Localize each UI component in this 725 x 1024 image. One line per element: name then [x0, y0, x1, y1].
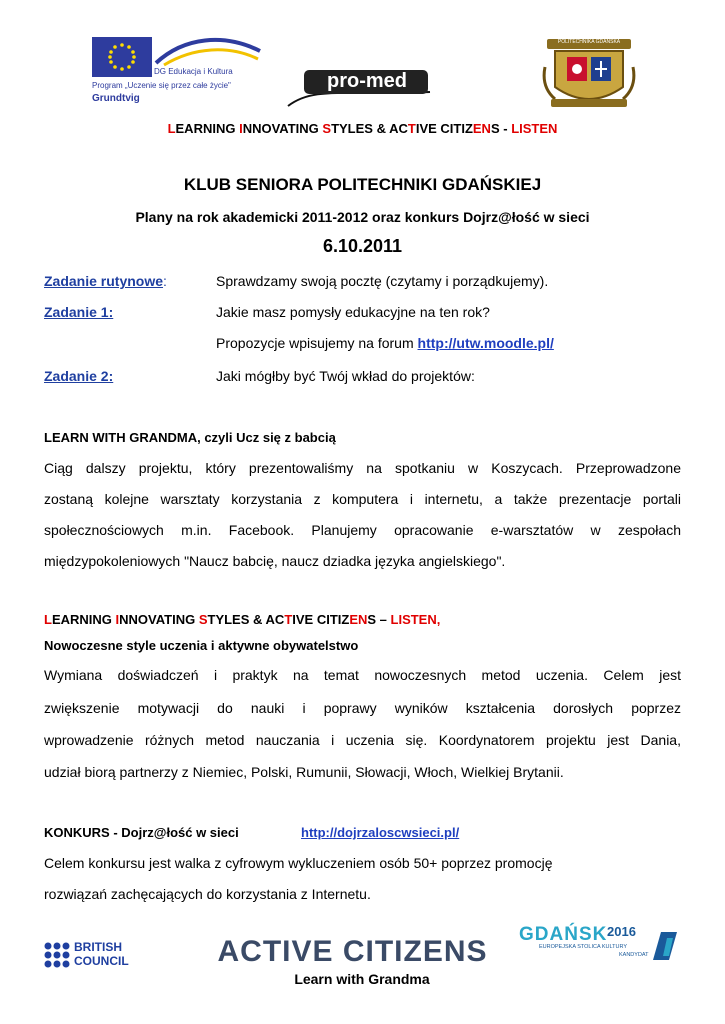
british-council-line2: COUNCIL	[74, 954, 129, 968]
task-1-text: Jakie masz pomysły edukacyjne na ten rok?	[216, 304, 490, 320]
grandma-line-3: społecznościowych m.in. Facebook. Planujemy opracowanie e-warsztatów w zespołach	[44, 522, 681, 538]
listen-heading-part: S –	[367, 612, 391, 627]
crest-text: POLITECHNIKA GDAŃSKA	[557, 39, 621, 45]
task-1-forum-text: Propozycje wpisujemy na forum	[216, 335, 418, 351]
learn-with-grandma-caption: Learn with Grandma	[294, 971, 430, 987]
listen-line-1: Wymiana doświadczeń i praktyk na temat nowoczesnych metod uczenia. Celem jest	[44, 667, 681, 683]
page-title: KLUB SENIORA POLITECHNIKI GDAŃSKIEJ	[183, 175, 542, 194]
banner-part: LISTEN	[511, 121, 558, 136]
banner-part: NNOVATING	[242, 121, 323, 136]
listen-line-4: udział biorą partnerzy z Niemiec, Polski, Rumunii, Słowacji, Włoch, Wielkiej Brytanii.	[44, 764, 564, 780]
listen-heading-part: EARNING	[51, 612, 116, 627]
british-council-line1: BRITISH	[74, 940, 122, 954]
banner-part: EN	[472, 121, 491, 136]
eu-flag-icon	[92, 37, 152, 77]
eu-grundtvig-logo	[92, 37, 262, 113]
project-banner	[0, 121, 725, 136]
banner-part: L	[167, 121, 176, 136]
konkurs-heading: KONKURS - Dojrz@łość w sieci	[44, 825, 239, 840]
grandma-line-2: zostaną kolejne warsztaty korzystania z komputera i internetu, a także prezentacje portali	[44, 491, 681, 507]
listen-heading-part: T	[284, 612, 293, 627]
banner-part: EARNING	[175, 121, 240, 136]
british-council-dots-icon	[44, 942, 70, 968]
task-1-label: Zadanie 1:	[44, 304, 114, 320]
listen-heading-part: LISTEN,	[390, 612, 441, 627]
listen-heading-part: S	[198, 612, 208, 627]
banner-part: S	[322, 121, 332, 136]
konkurs-line-2: rozwiązań zachęcających do korzystania z Internetu.	[44, 886, 371, 902]
forum-link[interactable]: http://utw.moodle.pl/	[417, 335, 554, 351]
listen-heading-part: EN	[349, 612, 368, 627]
page-date: 6.10.2011	[322, 236, 403, 256]
grandma-line-4: międzypokoleniowych "Naucz babcię, naucz dziadka języka angielskiego".	[44, 553, 506, 569]
gdansk-emblem-icon	[649, 926, 681, 964]
eu-logo-line3: Grundtvig	[92, 93, 140, 104]
listen-line-2: zwiększenie motywacji do nauki i poprawy wyników kształcenia dorosłych poprzez	[44, 700, 681, 716]
crest-icon	[541, 37, 637, 111]
banner-part: I	[239, 121, 243, 136]
british-council-logo	[44, 940, 144, 972]
task-1-forum-row	[216, 335, 554, 353]
promed-text: pro-med	[327, 70, 407, 92]
task-2-label: Zadanie 2:	[44, 368, 114, 384]
banner-part: TYLES & AC	[331, 121, 408, 136]
gdansk-2016-logo	[519, 922, 683, 970]
university-crest	[541, 37, 637, 111]
task-2-text: Jaki mógłby być Twój wkład do projektów:	[216, 368, 475, 384]
listen-heading-part: IVE CITIZ	[292, 612, 350, 627]
swoosh-icon	[154, 37, 262, 67]
listen-heading-part: I	[115, 612, 120, 627]
page-subtitle: Plany na rok akademicki 2011-2012 oraz konkurs Dojrz@łość w sieci	[135, 209, 590, 225]
grandma-heading: LEARN WITH GRANDMA, czyli Ucz się z babcią	[44, 430, 336, 445]
listen-heading-part: NNOVATING	[119, 612, 199, 627]
listen-subheading: Nowoczesne style uczenia i aktywne obywatelstwo	[44, 638, 359, 653]
eu-logo-line1: DG Edukacja i Kultura	[154, 67, 233, 76]
active-citizens-logo: ACTIVE CITIZENS	[217, 935, 488, 968]
banner-part: S -	[490, 121, 512, 136]
listen-heading-part: TYLES & AC	[207, 612, 285, 627]
task-routine-row	[44, 273, 684, 291]
grandma-line-1: Ciąg dalszy projektu, który prezentowaliśmy na spotkaniu w Koszycach. Przeprowadzone	[44, 460, 681, 476]
banner-part: IVE CITIZ	[415, 121, 473, 136]
task-routine-text: Sprawdzamy swoją pocztę (czytamy i porządkujemy).	[216, 273, 549, 289]
task-routine-colon: :	[163, 273, 167, 289]
promed-logo	[284, 66, 432, 110]
task-2-row	[44, 368, 684, 386]
banner-part: T	[407, 121, 416, 136]
gdansk-text: GDAŃSK	[519, 924, 608, 945]
konkurs-link[interactable]: http://dojrzaloscwsieci.pl/	[301, 825, 460, 840]
task-routine-label: Zadanie rutynowe	[44, 273, 164, 289]
listen-line-3: wprowadzenie różnych metod nauczania i uczenia się. Koordynatorem projektu jest Dania,	[44, 732, 681, 748]
gdansk-year: 2016	[607, 924, 636, 939]
gdansk-sub1: EUROPEJSKA STOLICA KULTURY	[539, 944, 628, 950]
konkurs-line-1: Celem konkursu jest walka z cyfrowym wykluczeniem osób 50+ poprzez promocję	[44, 855, 553, 871]
gdansk-sub2: KANDYDAT	[619, 952, 649, 958]
task-1-row	[44, 304, 684, 322]
listen-heading-part: L	[44, 612, 52, 627]
eu-logo-line2: Program „Uczenie się przez całe życie"	[92, 81, 231, 90]
listen-heading	[44, 612, 440, 627]
